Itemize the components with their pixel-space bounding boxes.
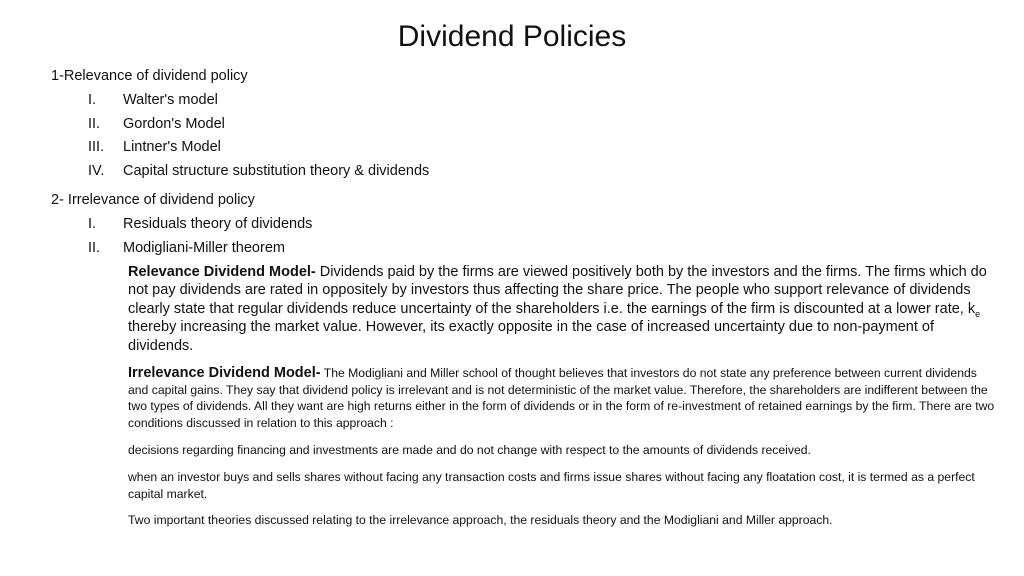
irrelevance-model-text: The Modigliani and Miller school of thought believes that investors do not state any preference between current dividends and capital gains. They say that dividend policy is irrelevant and is not deterministic of the market value. Therefore, the shareholders are indifferent between the two types of dividends. All they want are high returns either in the form of dividends or in the form of re-investment of retained earnings by the firm. There are two conditions discussed in relation to this approach :	[128, 366, 995, 430]
section-heading-relevance: 1-Relevance of dividend policy	[51, 68, 248, 84]
list-item	[88, 138, 221, 156]
list-item-number: II.	[88, 240, 101, 256]
list-item-number: I.	[88, 216, 97, 232]
list-item-label: Capital structure substitution theory & dividends	[123, 163, 430, 179]
condition-paragraph: decisions regarding financing and investments are made and do not change with respect to the amounts of dividends received.	[128, 443, 811, 457]
list-item-label: Lintner's Model	[123, 139, 221, 155]
relevance-model-text: Dividends paid by the firms are viewed positively both by the investors and the firms. The firms which do not pay dividends are rated in oppositely by investors thus affecting the share price. The people who support relevance of dividends clearly state that regular dividends reduce uncertainty of the shareholders i.e. the earnings of the firm is discounted at a lower rate, k	[128, 264, 987, 317]
list-item	[88, 215, 312, 233]
irrelevance-model-lead: Irrelevance Dividend Model-	[128, 365, 321, 381]
condition-paragraph: when an investor buys and sells shares without facing any transaction costs and firms issue shares without facing any floatation cost, it is termed as a perfect capital market.	[128, 470, 975, 501]
closing-paragraph: Two important theories discussed relating to the irrelevance approach, the residuals theory and the Modigliani and Miller approach.	[128, 513, 833, 527]
list-item	[88, 162, 429, 180]
list-item-label: Gordon's Model	[123, 116, 225, 132]
relevance-model-text-end: thereby increasing the market value. However, its exactly opposite in the case of increased uncertainty due to non-payment of dividends.	[128, 319, 935, 354]
relevance-model-paragraph	[128, 263, 998, 355]
list-item	[88, 91, 218, 109]
list-item-number: II.	[88, 116, 101, 132]
section-heading-irrelevance: 2- Irrelevance of dividend policy	[51, 192, 255, 208]
list-item-label: Modigliani-Miller theorem	[123, 240, 285, 256]
list-item-number: III.	[88, 139, 105, 155]
list-item-number: IV.	[88, 163, 105, 179]
irrelevance-model-paragraph	[128, 365, 998, 431]
list-item	[88, 239, 285, 257]
relevance-model-lead: Relevance Dividend Model-	[128, 264, 316, 280]
ke-subscript: e	[975, 308, 981, 319]
list-item	[88, 115, 225, 133]
list-item-number: I.	[88, 92, 97, 108]
slide-title: Dividend Policies	[397, 20, 627, 53]
list-item-label: Walter's model	[123, 92, 218, 108]
list-item-label: Residuals theory of dividends	[123, 216, 313, 232]
